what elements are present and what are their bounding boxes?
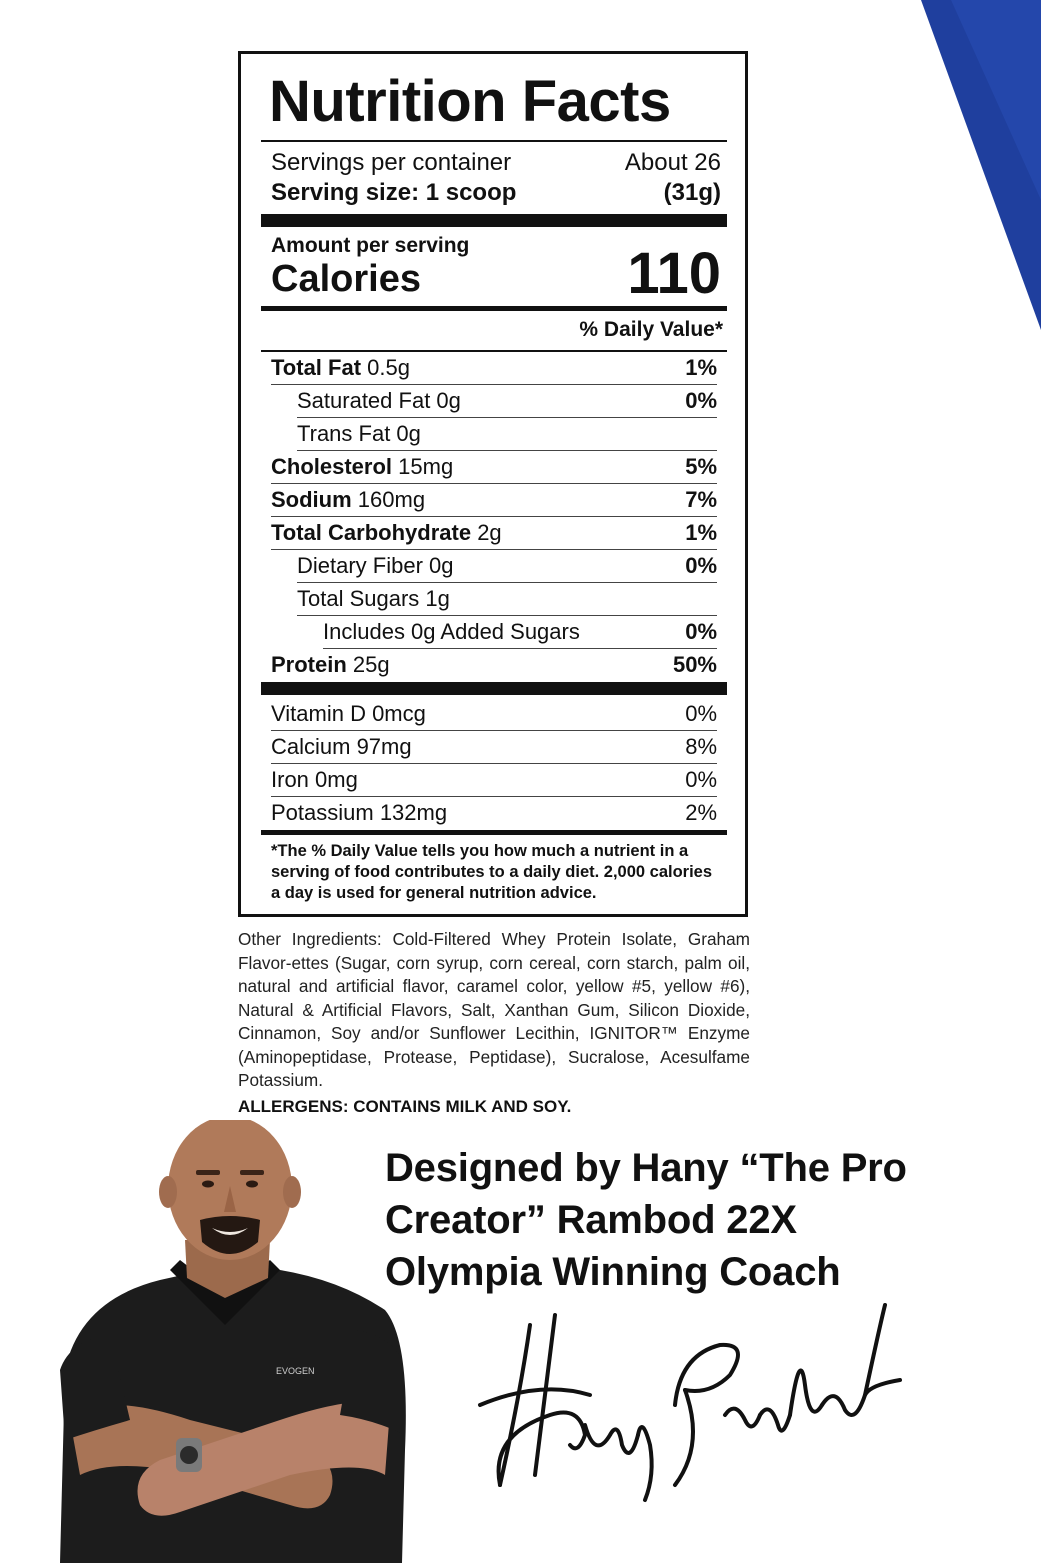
vitamin-name: Iron 0mg — [271, 767, 358, 792]
nutrition-facts-panel — [238, 51, 748, 917]
coach-photo — [40, 1120, 420, 1563]
vitamin-row-calcium — [271, 731, 717, 764]
thick-divider — [261, 214, 727, 227]
nutrient-dv: 1% — [685, 520, 717, 545]
nutrient-row-total-fat — [271, 352, 717, 385]
shirt-logo: EVOGEN — [276, 1366, 315, 1376]
nutrient-dv: 7% — [685, 487, 717, 512]
nutrient-dv: 0% — [685, 388, 717, 413]
vitamin-row-potassium — [271, 797, 717, 829]
serving-size-label: Serving size: 1 scoop — [271, 179, 517, 206]
medium-divider — [261, 830, 727, 835]
vitamin-dv: 8% — [685, 734, 717, 759]
servings-label: Servings per container — [271, 149, 512, 176]
nutrient-amount: 15mg — [398, 454, 454, 479]
vitamin-row-iron — [271, 764, 717, 797]
nutrient-name: Dietary Fiber 0g — [297, 553, 454, 578]
nutrient-amount: 25g — [352, 652, 390, 677]
nutrient-row-total-carbohydrate — [271, 517, 717, 550]
vitamin-dv: 0% — [685, 767, 717, 792]
allergens-statement: ALLERGENS: CONTAINS MILK AND SOY. — [238, 1097, 572, 1116]
nutrient-name: Total Carbohydrate — [271, 520, 472, 545]
nutrient-amount: 160mg — [357, 487, 426, 512]
servings-row — [271, 149, 721, 177]
vitamin-dv: 2% — [685, 800, 717, 825]
nutrient-name: Sodium — [271, 487, 352, 512]
nutrient-name: Saturated Fat 0g — [297, 388, 461, 413]
nutrient-amount: 2g — [477, 520, 502, 545]
vitamin-dv: 0% — [685, 701, 717, 726]
vitamin-row-vitamin-d — [271, 698, 717, 731]
designer-line-3: Olympia Winning Coach — [385, 1250, 841, 1294]
amount-per-serving-label: Amount per serving — [271, 234, 470, 257]
vitamin-name: Calcium 97mg — [271, 734, 412, 759]
thick-divider — [261, 682, 727, 695]
nutrient-row-protein — [271, 649, 717, 681]
nutrient-dv: 1% — [685, 355, 717, 380]
blue-stripe-decoration — [911, 0, 1041, 340]
serving-size-value: (31g) — [663, 179, 721, 206]
medium-divider — [261, 306, 727, 311]
daily-value-header: % Daily Value* — [579, 318, 723, 341]
serving-size-row — [271, 179, 721, 207]
vitamin-name: Potassium 132mg — [271, 800, 448, 825]
nutrient-row-added-sugars — [323, 616, 717, 649]
calories-value: 110 — [627, 241, 721, 306]
nutrient-amount: 0.5g — [367, 355, 410, 380]
nutrient-name: Protein — [271, 652, 347, 677]
nutrient-name: Trans Fat 0g — [297, 421, 421, 446]
nutrient-name: Cholesterol — [271, 454, 393, 479]
nutrient-row-trans-fat — [297, 418, 717, 451]
nutrition-title: Nutrition Facts — [269, 69, 671, 134]
nutrient-name: Total Sugars 1g — [297, 586, 450, 611]
nutrient-row-cholesterol — [271, 451, 717, 484]
ingredients-text: Other Ingredients: Cold-Filtered Whey Protein Isolate, Graham Flavor-ettes (Sugar, corn syrup, corn cereal, corn starch, palm oil, natural and artificial flavor, caramel color, yellow #5, yellow #6), Natural & Artificial Flavors, Salt, Xanthan Gum, Silicon Dioxide, Cinnamon, Soy and/or Sunflower Lecithin, IGNITOR™ Enzyme (Aminopeptidase, Protease, Peptidase), Sucralose, Acesulfame Potassium. — [238, 929, 750, 1090]
daily-value-footnote: *The % Daily Value tells you how much a nutrient in a serving of food contributes to a daily diet. 2,000 calories a day is used for general nutrition advice. — [271, 842, 713, 902]
nutrient-dv: 0% — [685, 619, 717, 644]
designer-line-2: Creator” Rambod 22X — [385, 1198, 797, 1242]
nutrient-row-total-sugars — [297, 583, 717, 616]
signature-graphic — [460, 1285, 910, 1505]
nutrient-name: Includes 0g Added Sugars — [323, 619, 580, 644]
servings-value: About 26 — [624, 149, 721, 176]
nutrient-dv: 5% — [685, 454, 717, 479]
nutrient-dv: 0% — [685, 553, 717, 578]
designer-credit — [385, 1142, 907, 1298]
nutrient-name: Total Fat — [271, 355, 362, 380]
divider — [261, 140, 727, 142]
nutrient-row-dietary-fiber — [297, 550, 717, 583]
designer-line-1: Designed by Hany “The Pro — [385, 1146, 907, 1190]
nutrient-row-saturated-fat — [297, 385, 717, 418]
nutrient-row-sodium — [271, 484, 717, 517]
vitamin-name: Vitamin D 0mcg — [271, 701, 426, 726]
calories-label: Calories — [271, 258, 421, 300]
nutrient-dv: 50% — [672, 652, 717, 677]
